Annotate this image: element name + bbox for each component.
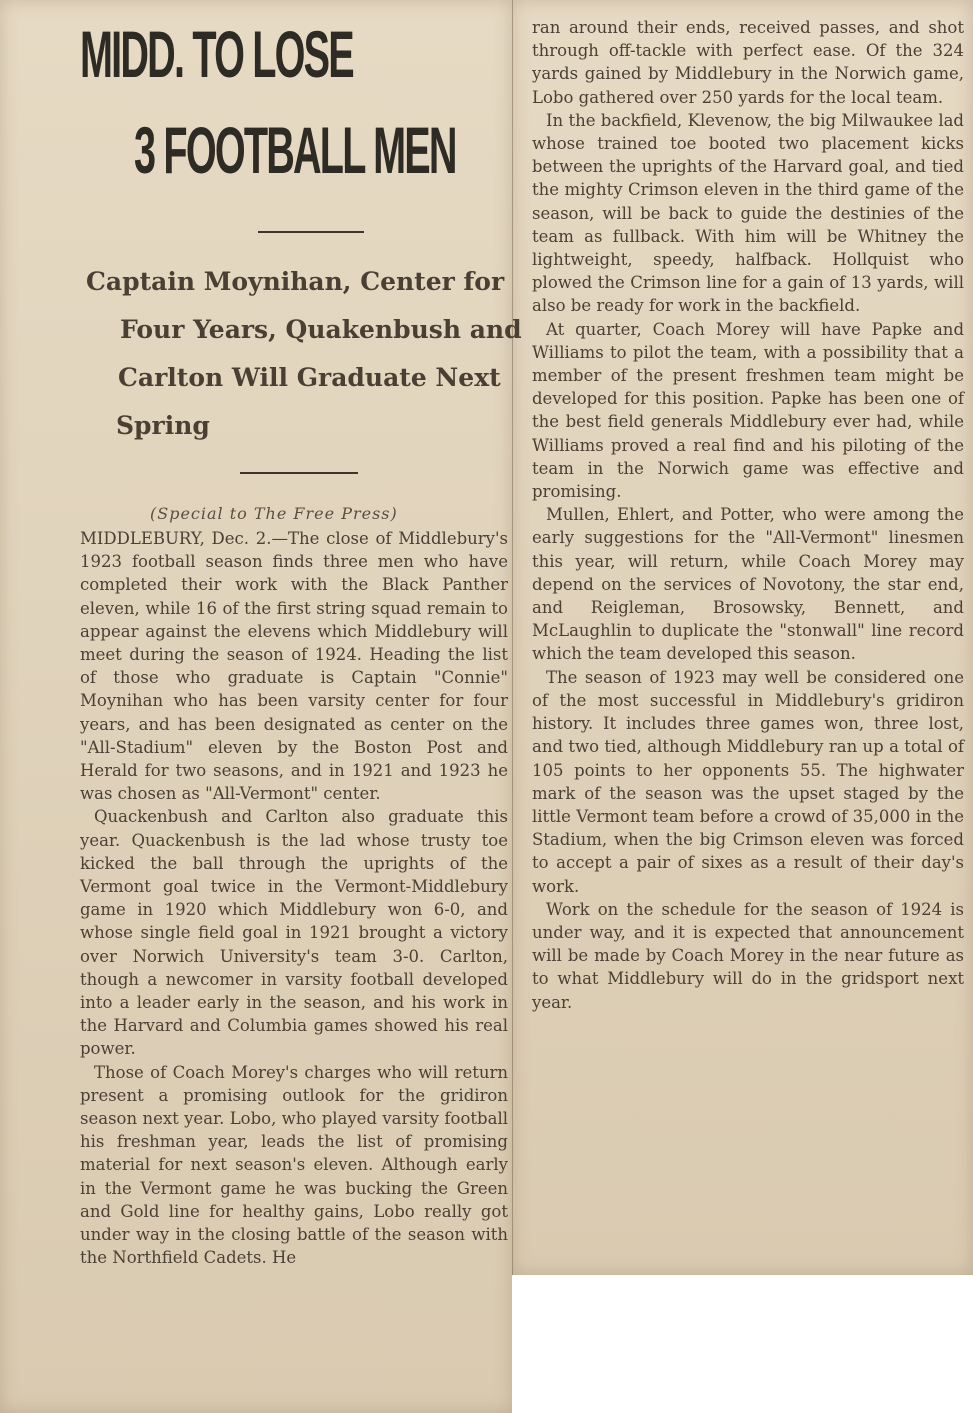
subheadline-line: Captain Moynihan, Center for (86, 267, 505, 296)
deck-rule (240, 472, 358, 474)
headline-line-1: MIDD. TO LOSE (80, 17, 353, 91)
paragraph: MIDDLEBURY, Dec. 2.—The close of Middlebury's 1923 football season finds three men who have completed their work with the Black Panther eleven, while 16 of the first string squad remain to appear against the elevens which Middlebury will meet during the season of 1924. Heading the list of those who graduate is Captain "Connie" Moynihan who has been varsity center for four years, and has been designated as center on the "All-Stadium" eleven by the Boston Post and Herald for two seasons, and in 1921 and 1923 he was chosen as "All-Vermont" center. (80, 529, 508, 804)
column-divider (512, 0, 513, 1275)
paragraph: Work on the schedule for the season of 1924 is under way, and it is expected that announcement will be made by Coach Morey in the near future as to what Middlebury will do in the gridsport next year. (532, 899, 964, 1012)
headline (80, 6, 456, 198)
paragraph: Those of Coach Morey's charges who will return present a promising outlook for the gridiron season next year. Lobo, who played varsity football his freshman year, leads the list of promising material for next season's eleven. Although early in the Vermont game he was bucking the Green and Gold line for healthy gains, Lobo really got under way in the closing battle of the season with the Northfield Cadets. He (80, 1062, 508, 1268)
paragraph: ran around their ends, received passes, and shot through off-tackle with perfect ease. Of the 324 yards gained by Middlebury in the Norwich game, Lobo gathered over 250 yards for the local team. (532, 18, 964, 107)
paragraph: At quarter, Coach Morey will have Papke and Williams to pilot the team, with a possibility that a member of the present freshmen team might be developed for this position. Papke has been one of the best field generals Middlebury ever had, while Williams proved a real find and his piloting of the team in the Norwich game was effective and promising. (532, 319, 964, 502)
left-column (80, 527, 508, 1270)
subheadline (86, 258, 522, 450)
paragraph: In the backfield, Klevenow, the big Milwaukee lad whose trained toe booted two placement kicks between the uprights of the Harvard goal, and tied the mighty Crimson eleven in the third game of the season, will be back to guide the destinies of the team as fullback. With him will be Whitney the lightweight, speedy, halfback. Hollquist who plowed the Crimson line for a gain of 13 yards, will also be ready for work in the backfield. (532, 110, 964, 316)
subheadline-line: Spring (116, 411, 210, 440)
subheadline-line: Carlton Will Graduate Next (118, 363, 501, 392)
byline: (Special to The Free Press) (150, 504, 398, 523)
right-column (532, 16, 964, 1014)
paragraph: Quackenbush and Carlton also graduate this year. Quackenbush is the lad whose trusty toe kicked the ball through the uprights of the Vermont goal twice in the Vermont-Middlebury game in 1920 which Middlebury won 6-0, and whose single field goal in 1921 brought a victory over Norwich University's team 3-0. Carlton, though a newcomer in varsity football developed into a leader early in the season, and his work in the Harvard and Columbia games showed his real power. (80, 807, 508, 1059)
paragraph: Mullen, Ehlert, and Potter, who were among the early suggestions for the "All-Vermont" linesmen this year, will return, while Coach Morey may depend on the services of Novotony, the star end, and Reigleman, Brosowsky, Bennett, and McLaughlin to duplicate the "stonwall" line record which the team developed this season. (532, 505, 964, 664)
subheadline-line: Four Years, Quakenbush and (120, 315, 522, 344)
paragraph: The season of 1923 may well be considered one of the most successful in Middlebury's gridiron history. It includes three games won, three lost, and two tied, although Middlebury ran up a total of 105 points to her opponents 55. The highwater mark of the season was the upset staged by the little Vermont team before a crowd of 35,000 in the Stadium, when the big Crimson eleven was forced to accept a pair of sixes as a result of their day's work. (532, 667, 964, 896)
headline-line-2: 3 FOOTBALL MEN (134, 113, 456, 187)
headline-rule (258, 231, 364, 233)
